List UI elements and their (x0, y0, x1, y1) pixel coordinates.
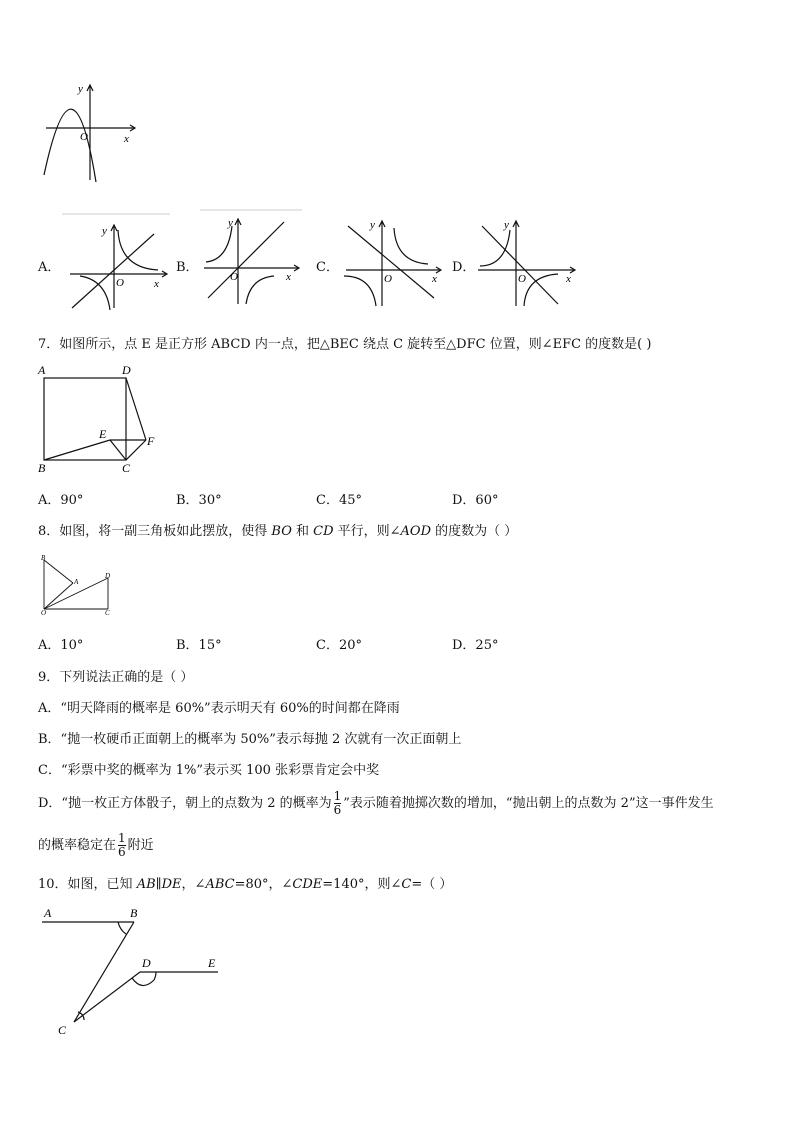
q9-fraction-1 (334, 790, 342, 817)
q9-option-d-part1: D．“抛一枚正方体骰子，朝上的点数为 2 的概率为 (38, 796, 332, 811)
q6-option-d-label[interactable]: D． (452, 260, 476, 275)
q7-option-d[interactable]: D．60° (452, 493, 499, 508)
q8-aod: AOD (400, 524, 431, 539)
q10-label-d: D (142, 956, 151, 970)
q10-label-a: A (44, 906, 52, 920)
q7-label-c: C (122, 461, 131, 475)
q10-cond3: CDE (292, 877, 323, 892)
q8-option-c[interactable]: C．20° (316, 638, 362, 653)
q7-label-e: E (99, 427, 107, 441)
q8-question-text (38, 520, 517, 539)
q7-question-text: 7．如图所示，点 E 是正方形 ABCD 内一点，把△BEC 绕点 C 旋转至△DFC 位置，则∠EFC 的度数是( ) (38, 337, 652, 352)
q10-question-text (38, 873, 452, 892)
q6-c-origin-label: O (384, 273, 392, 285)
q8-text-mid1: 和 (291, 524, 314, 539)
q8-cd: CD (313, 524, 334, 539)
q10-label-e: E (208, 956, 216, 970)
q9-fraction-2-num: 1 (118, 831, 126, 845)
q6-a-y-label: y (102, 225, 107, 237)
q9-fraction-2-den: 6 (118, 845, 126, 859)
q6-option-d-graph (474, 212, 580, 312)
q9-option-d-part4: 附近 (127, 838, 154, 853)
q9-question-text: 9．下列说法正确的是（ ） (38, 670, 194, 685)
q8-option-a[interactable]: A．10° (38, 638, 84, 653)
q8-label-a: A (74, 578, 79, 586)
q10-cond1: AB∥DE (136, 877, 182, 892)
q7-label-b: B (38, 461, 46, 475)
q6-b-origin-label: O (230, 271, 238, 283)
q8-text-mid2: 平行，则∠ (333, 524, 401, 539)
q6-b-y-label: y (228, 217, 233, 229)
q7-option-b[interactable]: B．30° (176, 493, 222, 508)
q6-graph-y-label: y (78, 83, 83, 95)
q9-fraction-1-num: 1 (333, 789, 342, 803)
q7-option-a[interactable]: A．90° (38, 493, 84, 508)
q9-option-d-line1[interactable] (38, 790, 714, 817)
q7-option-c[interactable]: C．45° (316, 493, 362, 508)
q6-option-b-graph (200, 208, 304, 312)
q6-option-a-graph (62, 212, 172, 312)
q10-sep2: =80°，∠ (234, 877, 293, 892)
q8-label-d: D (105, 572, 111, 580)
q6-option-b-label[interactable]: B． (176, 260, 199, 275)
q6-b-x-label: x (286, 271, 291, 283)
q7-label-a: A (38, 363, 46, 377)
q6-a-x-label: x (154, 278, 159, 290)
q6-graph-x-label: x (124, 133, 129, 145)
q8-text-after: 的度数为（ ） (431, 524, 518, 539)
q10-parallel-lines-figure (38, 900, 228, 1042)
q9-fraction-2 (118, 832, 126, 859)
q8-option-b[interactable]: B．15° (176, 638, 222, 653)
q8-label-o: O (41, 609, 47, 616)
q9-option-c[interactable]: C．“彩票中奖的概率为 1%”表示买 100 张彩票肯定会中奖 (38, 763, 380, 778)
q6-a-origin-label: O (116, 277, 124, 289)
q10-cond2: ABC (205, 877, 235, 892)
q8-label-c: C (105, 609, 110, 616)
q6-option-c-graph (340, 212, 446, 312)
q9-option-d-line2 (38, 832, 154, 859)
q10-label-b: B (130, 906, 138, 920)
q8-label-b: B (41, 554, 46, 562)
q8-option-d[interactable]: D．25° (452, 638, 499, 653)
q6-d-y-label: y (504, 219, 509, 231)
q9-option-d-part3: 的概率稳定在 (38, 838, 117, 853)
q6-c-y-label: y (370, 219, 375, 231)
q6-d-origin-label: O (518, 273, 526, 285)
q6-option-c-label[interactable]: C． (316, 260, 339, 275)
q10-text-before: 10．如图，已知 (38, 877, 137, 892)
q9-fraction-1-den: 6 (333, 803, 342, 817)
q8-text-before: 8．如图，将一副三角板如此摆放，使得 (38, 524, 272, 539)
q9-option-d-part2: ”表示随着抛掷次数的增加，“抛出朝上的点数为 2”这一事件发生 (343, 796, 714, 811)
q10-label-c: C (58, 1023, 67, 1037)
q6-graph-origin-label: O (80, 131, 88, 143)
q6-option-a-label[interactable]: A． (38, 260, 61, 275)
q6-parabola-graph (38, 80, 148, 188)
q9-option-a[interactable]: A．“明天降雨的概率是 60%”表示明天有 60%的时间都在降雨 (38, 701, 400, 716)
q8-bo: BO (271, 524, 292, 539)
q9-option-b[interactable]: B．“抛一枚硬币正面朝上的概率为 50%”表示每抛 2 次就有一次正面朝上 (38, 732, 462, 747)
q8-triangles-figure (38, 552, 120, 616)
q10-text-after: =（ ） (411, 877, 453, 892)
q7-label-f: F (147, 434, 155, 448)
q6-c-x-label: x (432, 273, 437, 285)
q6-d-x-label: x (566, 273, 571, 285)
q10-cond4: C (401, 877, 412, 892)
q10-sep1: ，∠ (181, 877, 206, 892)
q7-label-d: D (122, 363, 131, 377)
q10-sep3: =140°，则∠ (322, 877, 402, 892)
q7-square-figure (36, 362, 166, 476)
